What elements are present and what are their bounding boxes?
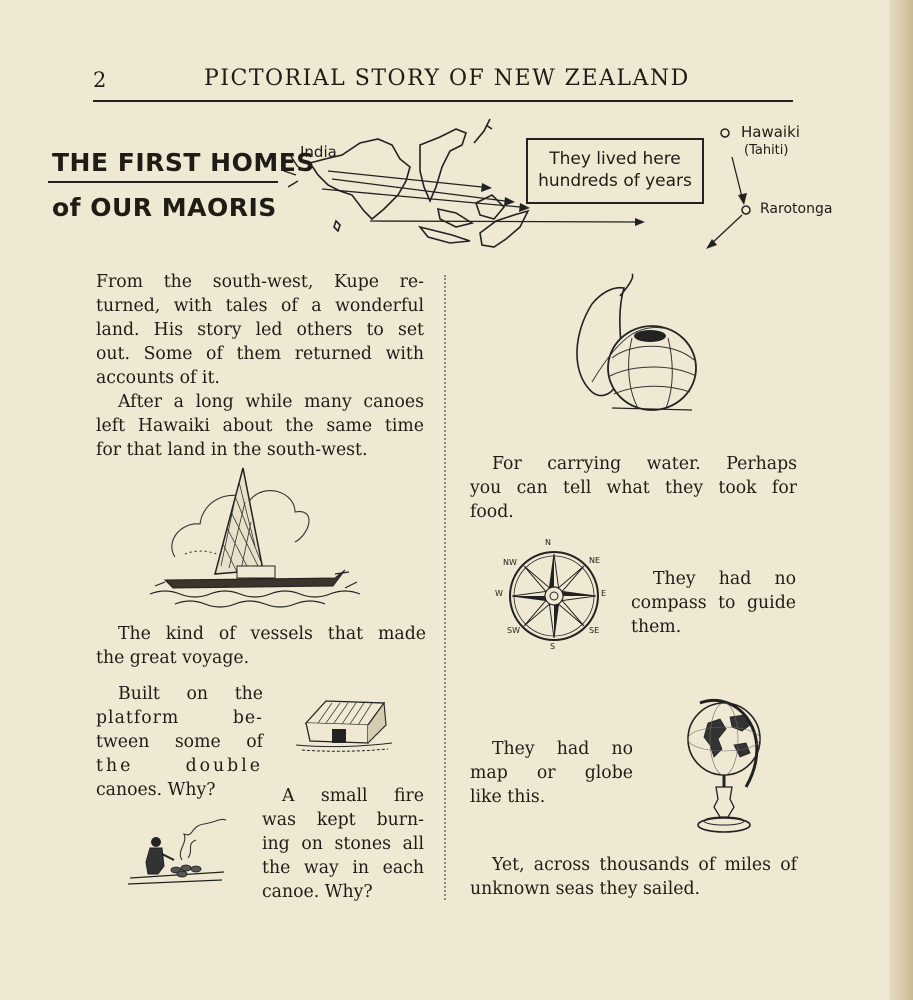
text-line: They had no (653, 569, 796, 589)
compass-label-nw: NW (503, 558, 517, 567)
text-line: tween some of (96, 732, 263, 752)
text-line: the great voyage. (96, 648, 250, 668)
text-line: land. His story led others to set (96, 320, 424, 340)
water-caption (470, 452, 797, 524)
column-divider (444, 275, 446, 900)
heading-rule (48, 181, 278, 183)
header-rule (93, 100, 793, 102)
map-label-tahiti: (Tahiti) (744, 143, 789, 158)
water-gourd-illustration (562, 272, 702, 422)
compass-caption (631, 567, 796, 639)
compass-label-ne: NE (589, 556, 601, 565)
text-line: Yet, across thousands of miles of (492, 855, 797, 875)
text-line: food. (470, 502, 514, 522)
map-label-india: India (300, 143, 337, 161)
text-line: map or globe (470, 763, 633, 783)
text-line: canoe. Why? (262, 882, 373, 902)
text-line: A small fire (282, 786, 424, 806)
text-line: them. (631, 617, 682, 637)
map-caption-line-2: hundreds of years (538, 171, 692, 191)
intro-paragraph (96, 270, 424, 462)
text-line: They had no (492, 739, 633, 759)
fire-caption (262, 784, 424, 904)
text-line: platform be- (96, 708, 263, 728)
heading-line-2: of OUR MAORIS (52, 193, 277, 222)
text-line: compass to guide (631, 593, 796, 613)
text-line: After a long while many canoes (118, 392, 424, 412)
text-line: the double (96, 756, 263, 776)
fire-keeper-illustration (124, 814, 236, 888)
compass-label-e: E (601, 589, 607, 598)
text-line: was kept burn- (262, 810, 424, 830)
map-label-hawaiki: Hawaiki (741, 123, 800, 141)
sailing-canoe-illustration (145, 462, 370, 612)
compass-label-se: SE (589, 626, 600, 635)
compass-label-w: W (495, 589, 503, 598)
map-label-rarotonga: Rarotonga (760, 201, 833, 217)
text-line: out. Some of them returned with (96, 344, 424, 364)
text-line: turned, with tales of a wonderful (96, 296, 424, 316)
text-line: unknown seas they sailed. (470, 879, 701, 899)
compass-label-sw: SW (507, 626, 520, 635)
map-caption-line-1: They lived here (549, 149, 681, 169)
text-line: left Hawaiki about the same time (96, 416, 424, 436)
text-line: For carrying water. Perhaps (492, 454, 797, 474)
closing-paragraph (470, 853, 797, 901)
globe-illustration (680, 695, 775, 840)
compass-label-n: N (545, 538, 551, 547)
text-line: Built on the (118, 684, 263, 704)
text-line: like this. (470, 787, 546, 807)
book-title: PICTORIAL STORY OF NEW ZEALAND (204, 66, 690, 91)
text-line: for that land in the south-west. (96, 440, 368, 460)
platform-caption (96, 682, 263, 802)
text-line: From the south-west, Kupe re- (96, 272, 424, 292)
compass-label-s: S (550, 642, 556, 651)
text-line: The kind of vessels that made (118, 624, 426, 644)
page-number: 2 (93, 68, 107, 92)
text-line: ing on stones all (262, 834, 424, 854)
globe-caption (470, 737, 633, 809)
heading-line-1: THE FIRST HOMES (52, 148, 315, 177)
text-line: accounts of it. (96, 368, 220, 388)
hut-illustration (292, 695, 394, 755)
text-line: you can tell what they took for (470, 478, 797, 498)
text-line: canoes. Why? (96, 780, 216, 800)
vessel-caption (96, 622, 426, 670)
page-edge (889, 0, 913, 1000)
map-caption-box (526, 138, 704, 204)
text-line: the way in each (262, 858, 424, 878)
